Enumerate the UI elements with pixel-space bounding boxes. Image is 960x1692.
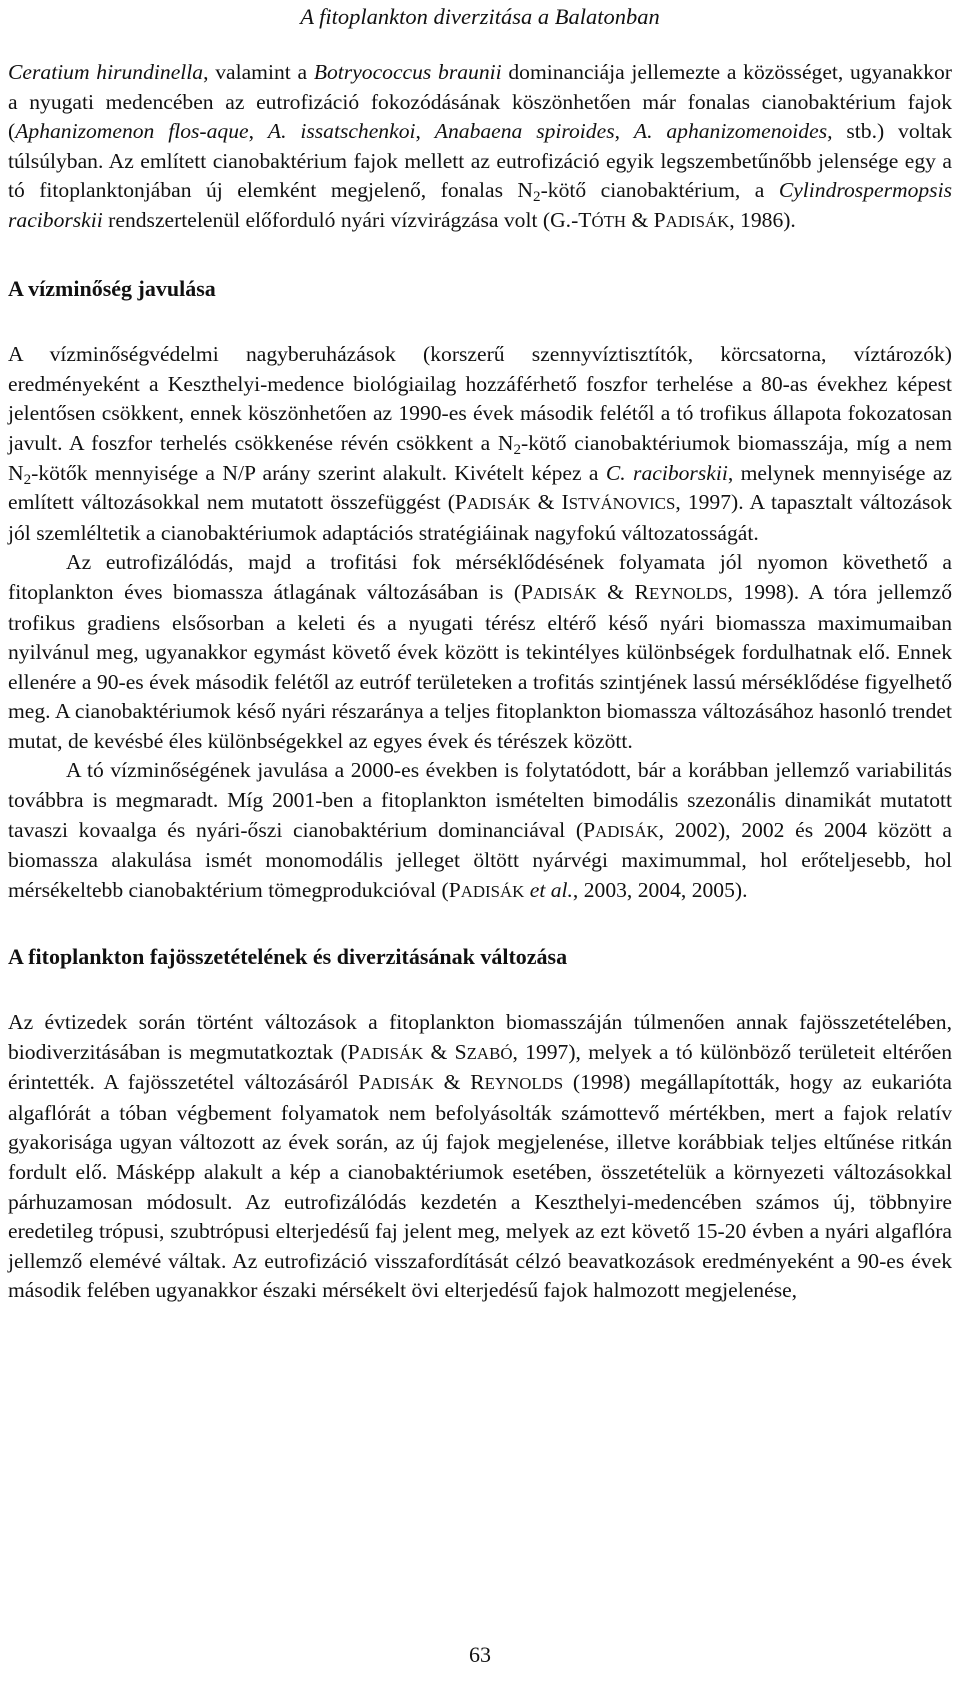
author-initial: R [470, 1070, 485, 1095]
paragraph: Az eutrofizálódás, majd a trofitási fok mérséklődésének folyamata jól nyomon követhető a fitoplankton éves biomassza átlagának változásában is (PADISÁK & REYNOLDS, 1998). A tóra jellemző trofikus gradiens elsősorban a keleti és a nyugati térész eltérő késő nyári biomassza maximumaiban nyilvánul meg, ugyanakkor egymást követő évek között is tekintélyes különbségek fordulhatnak elő. Ennek ellenére a 90-es évek második felétől az eutróf területeken a trofitás szintjének lassú mérséklődése figyelhető meg. A cianobaktériumok késő nyári részaránya a teljes fitoplankton biomassza változásához hasonló trendet mutat, de kevésbé éles különbségekkel az egyes évek és térészek között. [8, 550, 952, 753]
author-initial: P [358, 1070, 371, 1095]
author-smallcaps: ADISÁK [359, 1043, 424, 1063]
author-smallcaps: ADISÁK [533, 583, 597, 603]
running-header: A fitoplankton diverzitása a Balatonban [300, 4, 660, 29]
species-name: Cylindrospermopsis raciborskii [8, 178, 952, 232]
intro-paragraph: Ceratium hirundinella, valamint a Botryococcus braunii dominanciája jellemezte a közösséget, ugyanakkor a nyugati medencében az eutrofizáció fokozódásának köszönhetően már fonalas cianobaktérium fajok (Aphanizomenon flos-aque, A. issatschenkoi, Anabaena spiroides, A. aphanizomenoides, stb.) voltak túlsúlyban. Az említett cianobaktérium fajok mellett az eutrofizáció egyik legszembetűnőbb jelensége egy a tó fitoplanktonjában új elemként megjelenő, fonalas $N_2$-kötő cianobaktérium, a Cylindrospermopsis raciborskii rendszertelenül előforduló nyári vízvirágzása volt (G.-TÓTH & PADISÁK, 1986). [8, 60, 953, 232]
citation-et-al: et al. [529, 877, 573, 902]
author-smallcaps: EYNOLDS [484, 1074, 564, 1094]
author-initial: S [454, 1039, 467, 1064]
paragraph: Az évtizedek során történt változások a fitoplankton biomasszáján túlmenően annak fajösszetételében, biodiverzitásában is megmutatkoztak (PADISÁK & SZABÓ, 1997), melyek a tó különböző területeit eltérően érintették. A fajösszetétel változásáról PADISÁK & REYNOLDS (1998) megállapították, hogy az eukarióta algaflórát a tóban végbement folyamatok nem befolyásolták számottevő mértékben, mert a fajok relatív gyakorisága ugyan változott az évek során, az új fajok megjelenése, illetve korábbiak teljes eltűnése ritkán fordult elő. Másképp alakult a kép a cianobaktériumok esetében, összetételük a környezeti változásokkal párhuzamosan módosult. Az eutrofizálódás kezdetén a Keszthelyi-medencében számos új, többnyire eredetileg trópusi, szubtrópusi elterjedésű faj jelent meg, melyek az ezt követő 15-20 évben a nyári algaflóra jellemző elemévé váltak. Az eutrofizáció visszafordítását célzó beavatkozások eredményeként a 90-es évek második felében ugyanakkor északi mérsékelt övi elterjedésű fajok halmozott megjelenése, [8, 1010, 953, 1303]
author-initial: P [347, 1039, 360, 1064]
paragraph: A vízminőségvédelmi nagyberuházások (korszerű szennyvíztisztítók, körcsatorna, víztározók) eredményeként a Keszthelyi-medence biológiailag hozzáférhető foszfor terhelése a 80-as évekhez képest jelentősen csökkent, ennek köszönhetően az 1990-es évek második felétől a tó trofikus állapota fokozatosan javult. A foszfor terhelés csökkenése révén csökkent a $N_2$-kötő cianobaktériumok biomasszája, míg a nem $N_2$-kötők mennyisége a N/P arány szerint alakult. Kivételt képez a C. raciborskii, melynek mennyisége az említett változásokkal nem mutatott összefüggést (PADISÁK & ISTVÁNOVICS, 1997). A tapasztalt változások jól szemléltetik a cianobaktériumok adaptációs stratégiáinak nagyfokú változatosságát. [8, 342, 952, 545]
body-text [8, 58, 952, 1306]
subscript: 2 [533, 189, 541, 206]
page-number: 63 [469, 1642, 491, 1667]
author-smallcaps: ÓTH [591, 211, 627, 231]
author-smallcaps: EYNOLDS [648, 583, 728, 603]
author-smallcaps: ADISÁK [466, 494, 531, 514]
species-name: Ceratium hirundinella [8, 60, 204, 84]
author-initial: T [578, 207, 592, 232]
section-heading-water-quality: A vízminőség javulása [8, 275, 216, 301]
author-initial: P [454, 490, 467, 515]
paragraph: A tó vízminőségének javulása a 2000-es években is folytatódott, bár a korábban jellemző variabilitás továbbra is megmaradt. Míg 2001-ben a fitoplankton ismételten bimodális szezonális dinamikát mutatott tavaszi kovaalga és nyári-őszi cianobaktérium dominanciával (PADISÁK, 2002), 2002 és 2004 között a biomassza alakulása ismét monomodális jelleget öltött nyárvégi maximummal, hol erőteljesebb, hol mérsékeltebb cianobaktérium tömegprodukcióval (PADISÁK et al., 2003, 2004, 2005). [8, 758, 952, 902]
author-initial: I [561, 490, 569, 515]
author-initial: P [653, 207, 666, 232]
subscript: 2 [513, 441, 522, 458]
author-smallcaps: STVÁNOVICS [568, 494, 676, 514]
species-name: Anabaena spiroides [434, 119, 615, 144]
author-initial: R [634, 579, 649, 604]
author-smallcaps: ADISÁK [370, 1074, 434, 1094]
species-name: Botryococcus braunii [313, 60, 502, 84]
species-name: C. raciborskii [605, 460, 728, 485]
species-name: A. issatschenkoi [267, 119, 416, 144]
author-smallcaps: ADISÁK [595, 821, 659, 841]
author-smallcaps: ZABÓ [466, 1043, 513, 1063]
author-initial: P [448, 877, 461, 902]
author-initial: P [583, 817, 596, 842]
species-name: A. aphanizomenoides, [633, 119, 833, 144]
author-smallcaps: ADISÁK [665, 211, 730, 231]
author-initial: P [521, 579, 534, 604]
document-page [8, 0, 952, 1692]
author-smallcaps: ADISÁK [460, 881, 525, 901]
subscript: 2 [23, 471, 32, 488]
species-name: Aphanizomenon flos-aque [15, 119, 249, 144]
section-heading-diversity: A fitoplankton fajösszetételének és diverzitásának változása [8, 944, 568, 970]
